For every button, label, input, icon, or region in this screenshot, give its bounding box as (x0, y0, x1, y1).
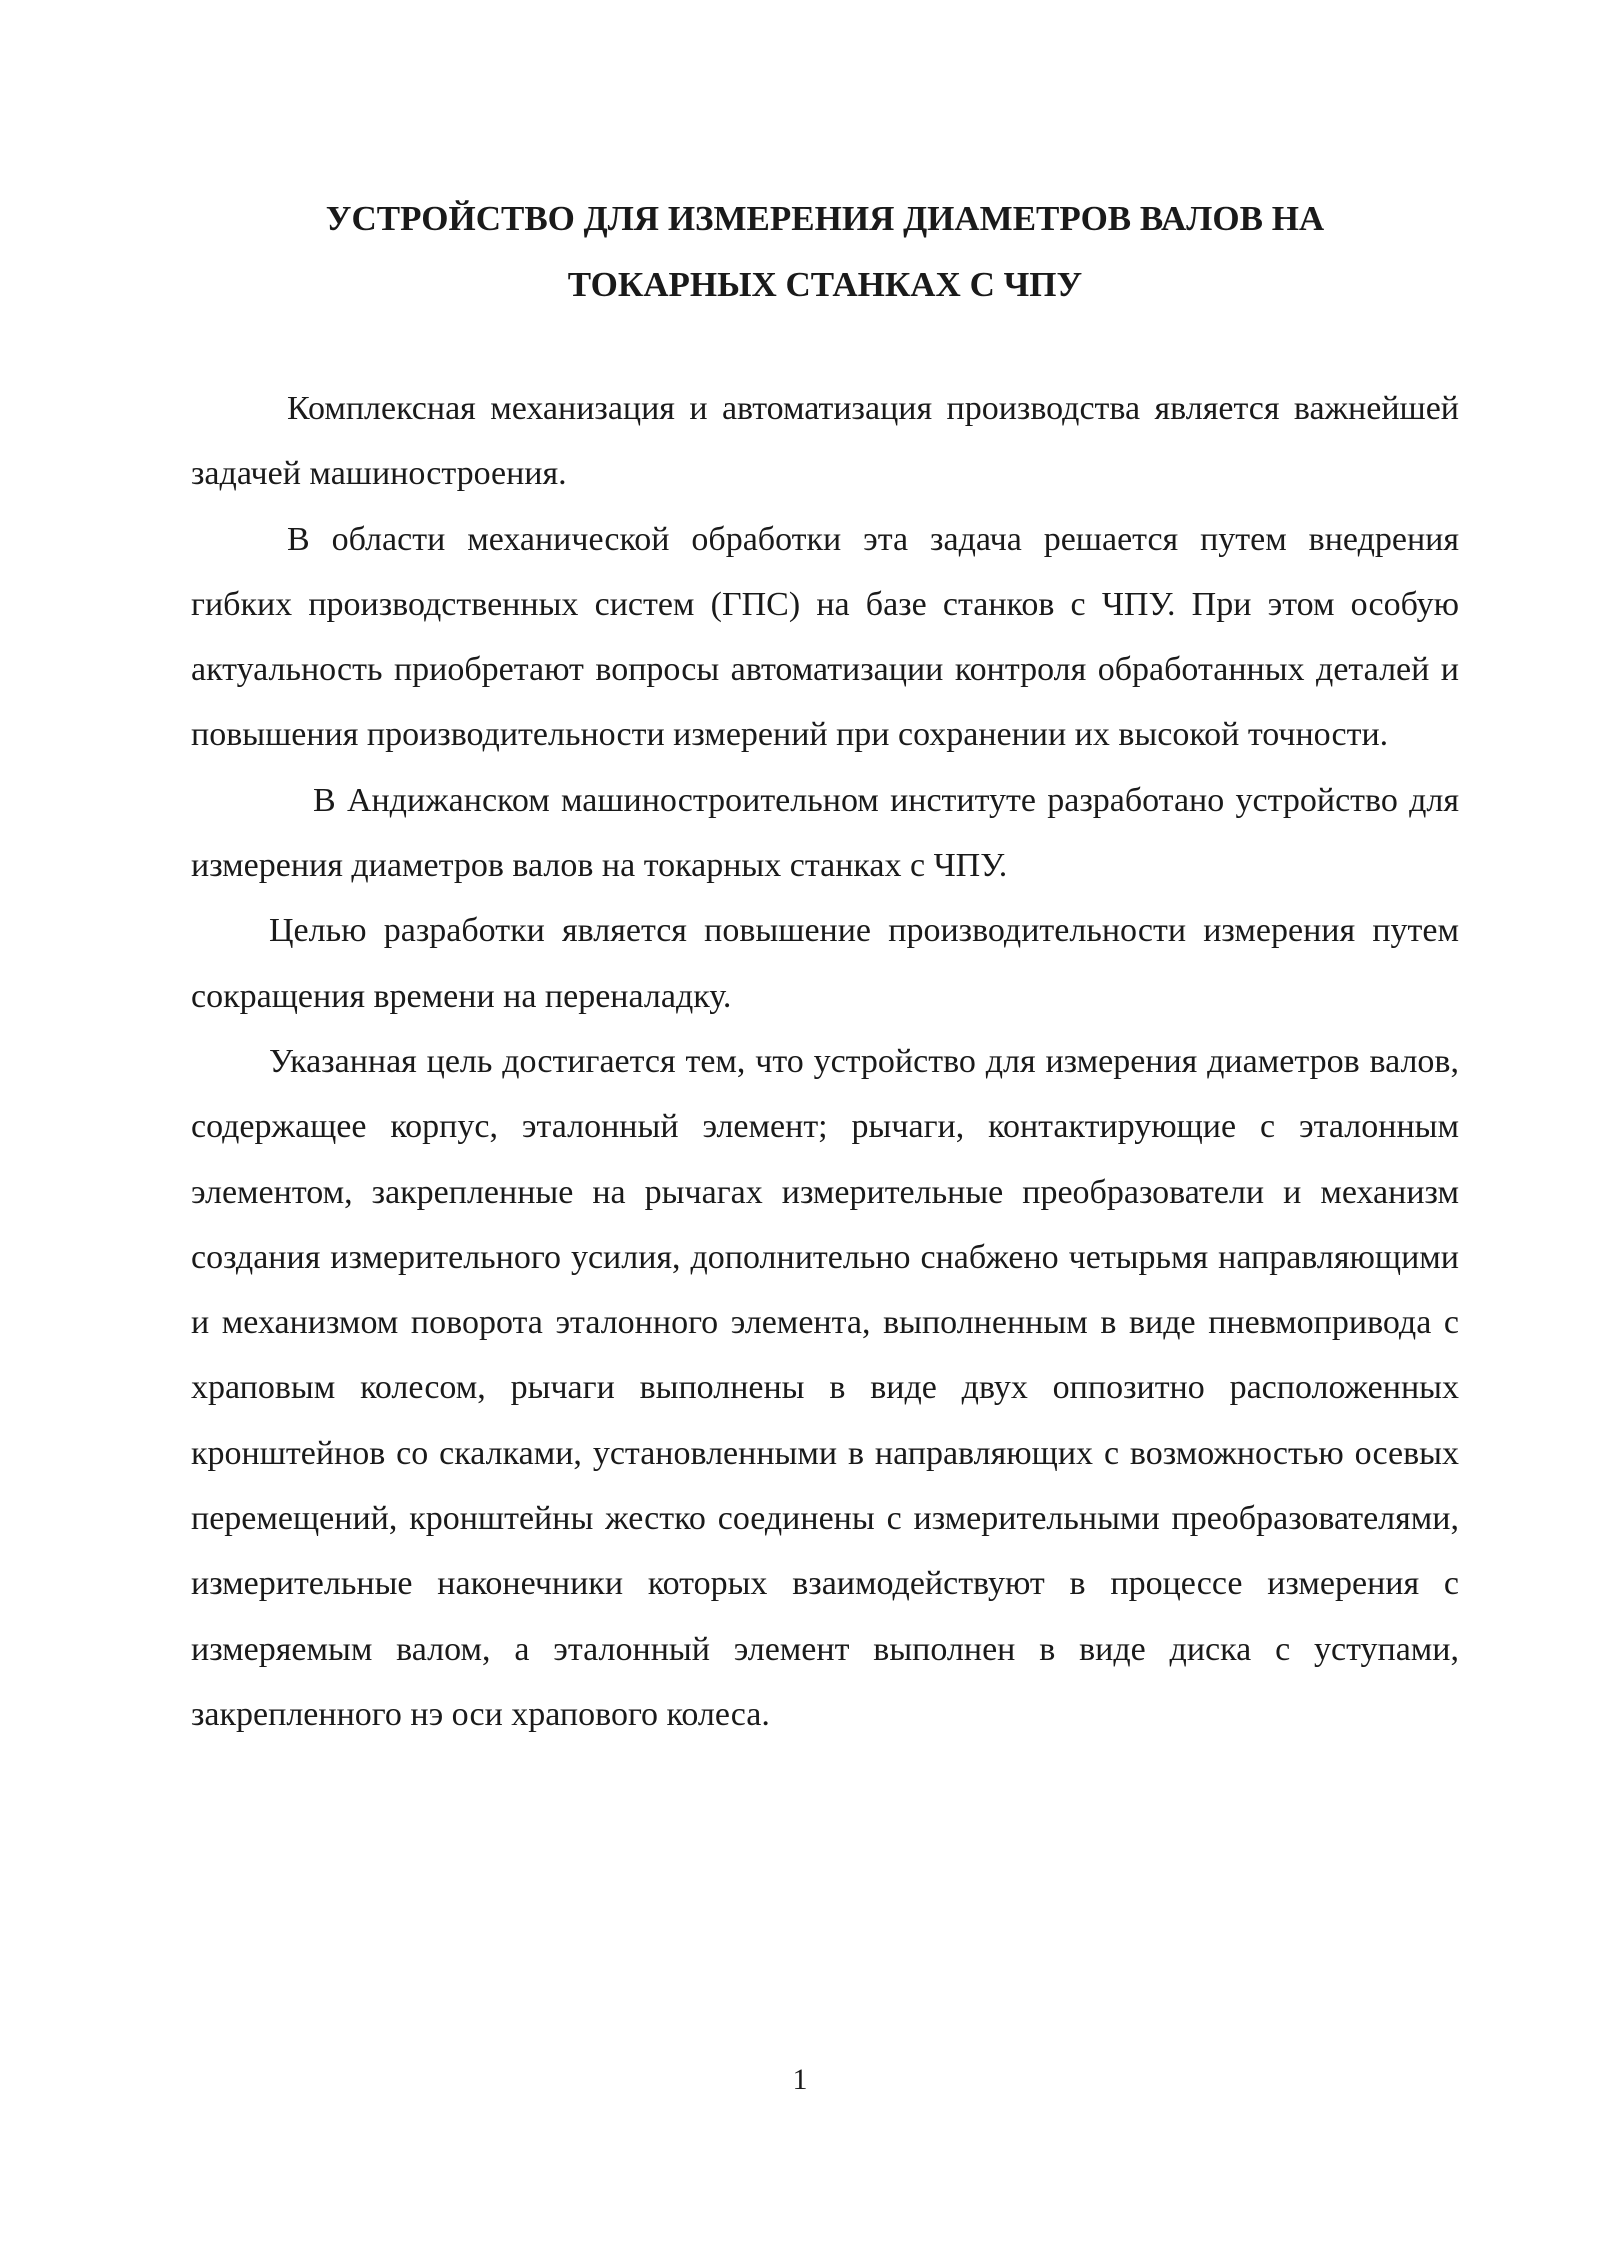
title-line-2: ТОКАРНЫХ СТАНКАХ С ЧПУ (567, 265, 1083, 304)
title-line-1: УСТРОЙСТВО ДЛЯ ИЗМЕРЕНИЯ ДИАМЕТРОВ ВАЛОВ НА (325, 199, 1325, 238)
paragraph-5: Указанная цель достигается тем, что устройство для измерения диаметров валов, содержащее корпус, эталонный элемент; рычаги, контактирующие с эталонным элементом, закрепленные на рычагах измерительные преобразователи и механизм создания измерительного усилия, дополнительно снабжено четырьмя направляющими и механизмом поворота эталонного элемента, выполненным в виде пневмопривода с храповым колесом, рычаги выполнены в виде двух оппозитно расположенных кронштейнов со скалками, установленными в направляющих с возможностью осевых перемещений, кронштейны жестко соединены с измерительными преобразователями, измерительные наконечники которых взаимодействуют в процессе измерения с измеряемым валом, а эталонный элемент выполнен в виде диска с уступами, закрепленного нэ оси храпового колеса. (191, 1042, 1459, 1733)
paragraph-2: В области механической обработки эта задача решается путем внедрения гибких производственных систем (ГПС) на базе станков с ЧПУ. При этом особую актуальность приобретают вопросы автоматизации контроля обработанных деталей и повышения производительности измерений при сохранении их высокой точности. (191, 520, 1459, 754)
paragraph-1: Комплексная механизация и автоматизация производства является важнейшей задачей машиностроения. (191, 390, 1459, 493)
page-number: 1 (792, 2063, 808, 2096)
document-title (190, 186, 1460, 318)
document-body (191, 376, 1459, 1747)
paragraph-4: Целью разработки является повышение производительности измерения путем сокращения времени на переналадку. (191, 912, 1459, 1015)
paragraph-3: В Андижанском машиностроительном институте разработано устройство для измерения диаметров валов на токарных станках с ЧПУ. (191, 781, 1459, 885)
